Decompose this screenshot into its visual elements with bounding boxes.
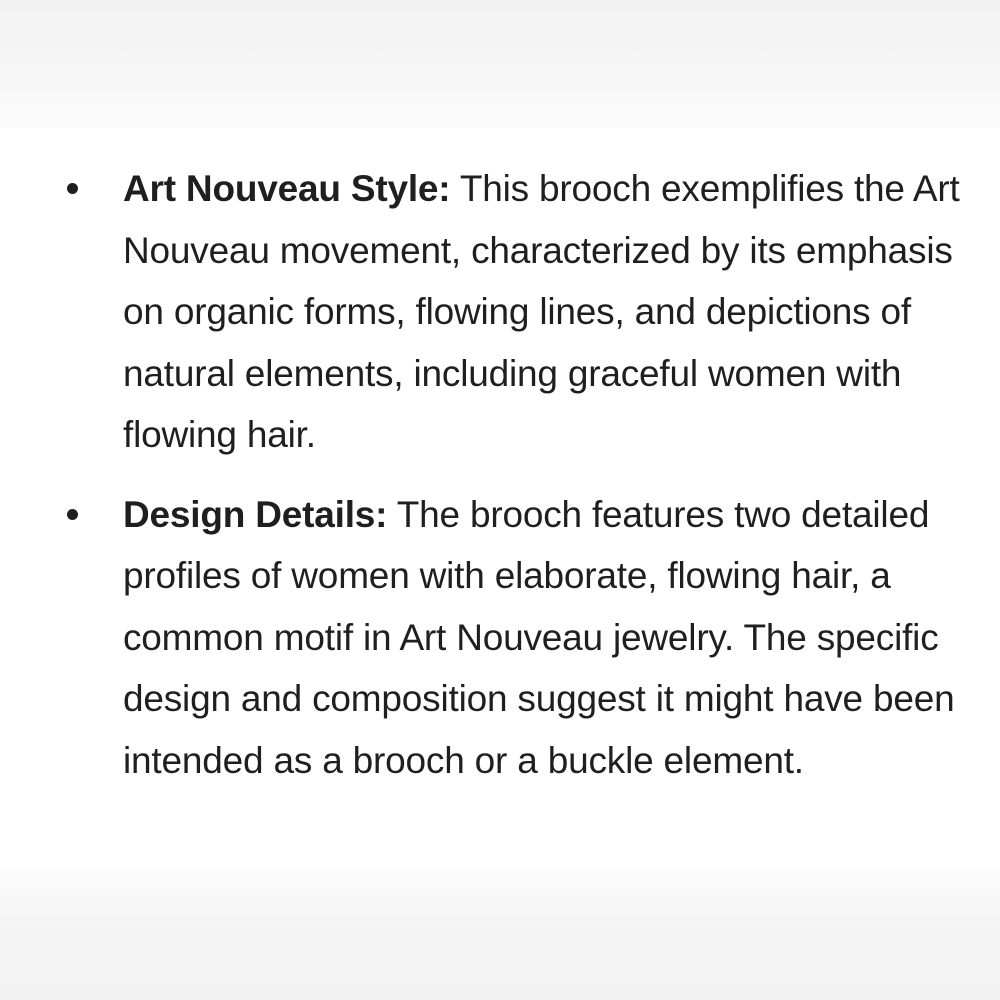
bullet-text: The brooch features two detailed profiles of women with elaborate, flowing hair, a common motif in Art Nouveau jewelry. The specific design and composition suggest it might have been intended as a brooch or a buckle element.	[123, 493, 955, 781]
bullet-list	[0, 158, 1000, 791]
bullet-item-art-nouveau-style	[0, 158, 1000, 466]
bullet-term: Design Details:	[123, 493, 388, 535]
content-card	[0, 128, 1000, 868]
top-fade-background	[0, 0, 1000, 128]
bullet-dot-icon	[67, 509, 78, 520]
bullet-text: This brooch exemplifies the Art Nouveau movement, characterized by its emphasis on organic forms, flowing lines, and depictions of natural elements, including graceful women with flowing hair.	[123, 168, 960, 455]
bottom-fade-background	[0, 868, 1000, 1000]
bullet-term: Art Nouveau Style:	[123, 168, 451, 209]
bullet-dot-icon	[67, 183, 78, 194]
bullet-item-design-details	[0, 484, 1000, 792]
